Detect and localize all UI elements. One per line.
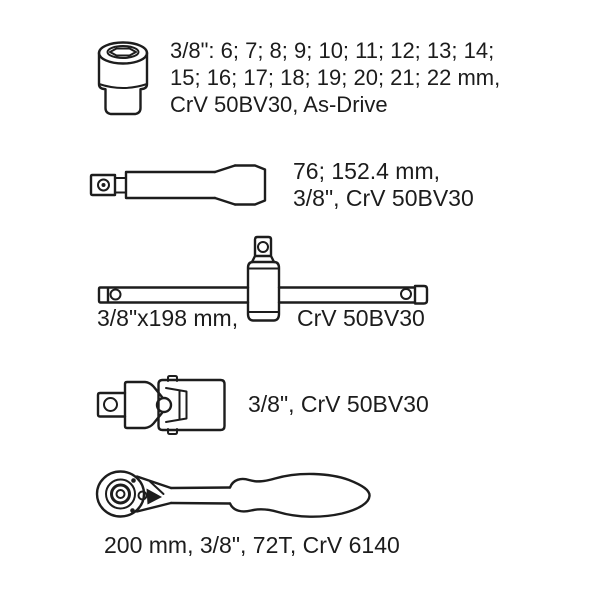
ratchet-shaft: [171, 488, 230, 504]
ratchet-rivet-bottom: [130, 508, 135, 513]
t-bar-end-cap: [415, 286, 427, 304]
ratchet-head: [97, 472, 144, 517]
u-joint-tang-hole: [104, 398, 117, 411]
u-joint-pins: [168, 376, 177, 434]
socket-spec-line-2: 15; 16; 17; 18; 19; 20; 21; 22 mm,: [170, 65, 501, 90]
extension-shaft: [126, 172, 215, 198]
socket-spec-text: [170, 37, 500, 118]
u-joint-drive-tang: [98, 393, 125, 417]
socket-step-line: [99, 84, 147, 88]
t-bar-drive-hole: [258, 242, 268, 252]
extension-socket-end: [235, 166, 265, 205]
socket-icon: [95, 40, 153, 120]
ratchet-handle-icon: [94, 467, 376, 523]
t-bar-right-hole: [401, 289, 411, 299]
ratchet-grip: [230, 474, 370, 517]
ratchet-rivet-top: [131, 478, 136, 483]
ratchet-drive-center: [117, 490, 125, 498]
t-bar-right-arm: [279, 288, 415, 303]
t-bar-spec-left: 3/8"x198 mm,: [97, 305, 239, 331]
extension-spec-line-2: 3/8", CrV 50BV30: [293, 185, 474, 211]
extension-spec-line-1: 76; 152.4 mm,: [293, 158, 441, 184]
ratchet-spec-text: 200 mm, 3/8", 72T, CrV 6140: [104, 532, 400, 558]
socket-body: [99, 53, 147, 114]
universal-joint-icon: [95, 374, 227, 436]
t-bar-square-drive: [252, 237, 274, 262]
extension-neck: [115, 178, 126, 193]
extension-taper: [215, 166, 235, 205]
t-bar-spec-right: CrV 50BV30: [297, 305, 425, 331]
t-bar-left-hole: [111, 290, 121, 300]
extension-spec-text: [293, 158, 474, 212]
extension-bar-icon: [88, 162, 273, 208]
ratchet-drive-boss: [112, 485, 130, 503]
u-joint-inner-yoke: [166, 388, 187, 422]
u-joint-spec-text: 3/8", CrV 50BV30: [248, 391, 429, 417]
t-bar-head-collars: [248, 269, 279, 313]
socket-spec-line-3: CrV 50BV30, As-Drive: [170, 92, 388, 117]
extension-detent-dot: [102, 183, 106, 187]
socket-spec-line-1: 3/8": 6; 7; 8; 9; 10; 11; 12; 13; 14;: [170, 38, 495, 63]
socket-hex-hole: [110, 49, 136, 56]
